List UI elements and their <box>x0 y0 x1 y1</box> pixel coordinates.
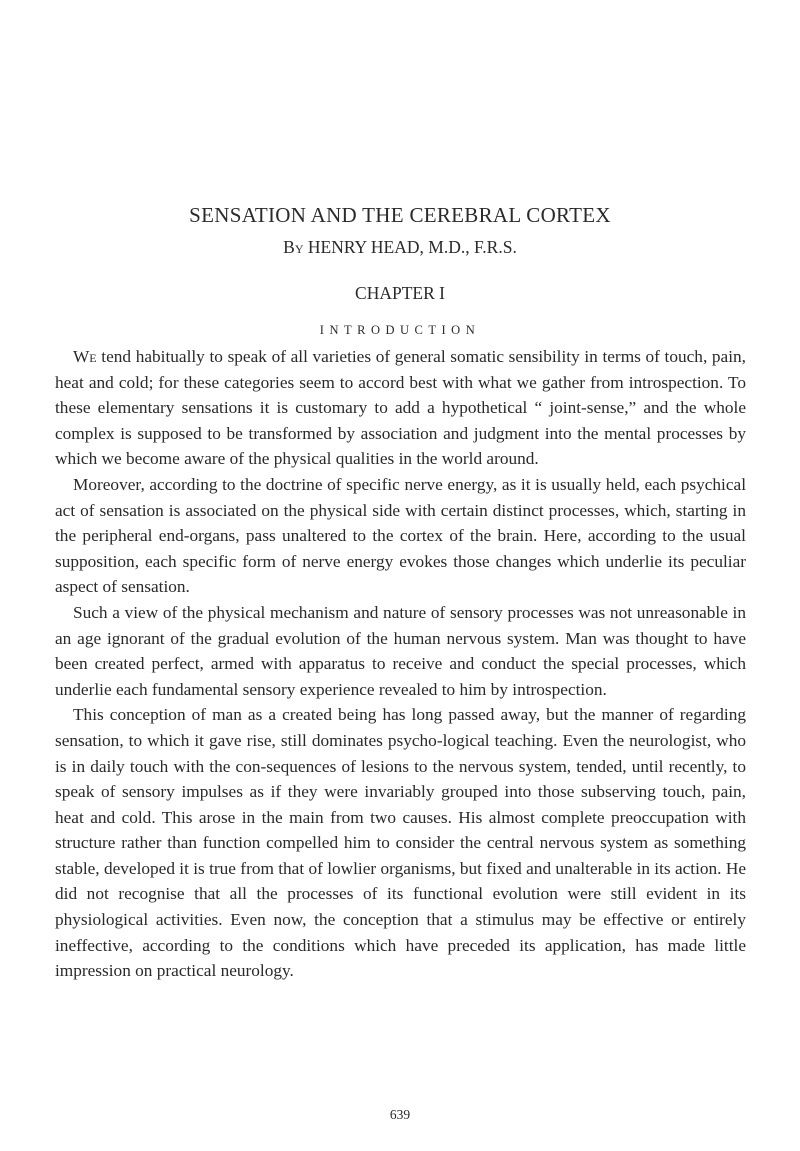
article-title: SENSATION AND THE CEREBRAL CORTEX <box>189 203 611 227</box>
paragraph-3 <box>55 600 746 702</box>
author-name: HENRY HEAD, M.D., F.R.S. <box>307 237 517 257</box>
paragraph-1 <box>55 344 746 472</box>
byline-prefix: By <box>283 237 304 257</box>
page-number: 639 <box>389 1107 411 1122</box>
paragraph-3-text: Such a view of the physical mechanism and nature of sensory processes was not unreasonable in an age ignorant of the gradual evolution of the human nervous system. Man was thought to have been created perfect, armed with apparatus to receive and conduct the special processes, which underlie each fundamental sensory experience revealed to him by introspection. <box>55 602 746 699</box>
paragraph-2-text: Moreover, according to the doctrine of specific nerve energy, as it is usually held, each psychical act of sensation is associated on the physical side with certain distinct processes, which, starting in the peripheral end-organs, pass unaltered to the cortex of the brain. Here, according to the usual supposition, each specific form of nerve energy evokes those changes which underlie its peculiar aspect of sensation. <box>55 474 746 597</box>
paragraph-lead-word: We <box>73 347 97 366</box>
chapter-heading: CHAPTER I <box>355 283 445 303</box>
paragraph-1-text: tend habitually to speak of all varieties of general somatic sensibility in terms of touch, pain, heat and cold; for these categories seem to accord best with what we gather from introspection. To these elementary sensations it is customary to add a hypothetical “ joint-sense,” and the whole complex is supposed to be transformed by association and judgment into the mental processes by which we become aware of the physical qualities in the world around. <box>55 347 746 469</box>
paragraph-4 <box>55 702 746 984</box>
paragraph-4-text: This conception of man as a created being has long passed away, but the manner of regarding sensation, to which it gave rise, still dominates psycho-logical teaching. Even the neurologist, who is in daily touch with the con-sequences of lesions to the nervous system, tended, until recently, to speak of sensory impulses as if they were invariably grouped into those subserving touch, pain, heat and cold. This arose in the main from two causes. His almost complete preoccupation with structure rather than function compelled him to consider the central nervous system as something stable, developed it is true from that of lowlier organisms, but fixed and unalterable in its action. He did not recognise that all the processes of its functional evolution were still evident in its physiological activities. Even now, the conception that a stimulus may be effective or entirely ineffective, according to the conditions which have preceded its application, has made little impression on practical neurology. <box>55 705 746 981</box>
section-heading: INTRODUCTION <box>319 323 481 337</box>
byline <box>0 237 800 258</box>
body-text <box>55 344 746 984</box>
paragraph-2 <box>55 472 746 600</box>
